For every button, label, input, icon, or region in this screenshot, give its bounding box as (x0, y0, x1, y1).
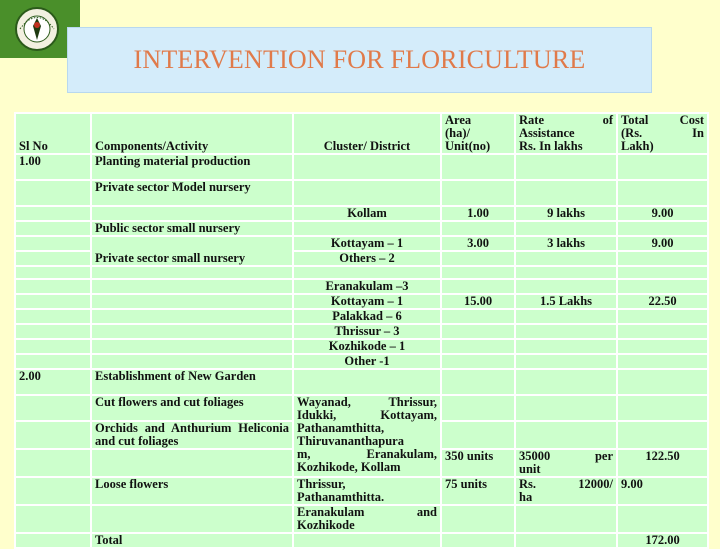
empty-cell (91, 266, 293, 279)
rate-cell: 9 lakhs (515, 206, 617, 221)
header-row (15, 113, 708, 154)
table-row (15, 505, 708, 533)
empty-cell (91, 324, 293, 339)
sl-cell: 1.00 (15, 154, 91, 180)
table-row (15, 236, 708, 251)
total-row (15, 533, 708, 548)
component-cell: Planting material production (91, 154, 293, 180)
rate-cell: 3 lakhs (515, 236, 617, 251)
empty-cell (15, 309, 91, 324)
district-cell: Thrissur, Pathanamthitta. (293, 477, 441, 505)
total-cost: 172.00 (617, 533, 708, 548)
empty-cell (515, 221, 617, 236)
area-cell: 75 units (441, 477, 515, 505)
district-cell: Kollam (293, 206, 441, 221)
empty-cell (15, 505, 91, 533)
empty-cell (15, 339, 91, 354)
empty-cell (515, 354, 617, 369)
institution-emblem-icon (10, 6, 64, 52)
empty-cell (15, 251, 91, 266)
empty-cell (293, 533, 441, 548)
district-cell: Other -1 (293, 354, 441, 369)
empty-cell (15, 221, 91, 236)
table-row (15, 279, 708, 294)
empty-cell (515, 369, 617, 395)
component-cell: Cut flowers and cut foliages (91, 395, 293, 421)
empty-cell (515, 309, 617, 324)
district-cell: Wayanad, Thrissur, Idukki, Kottayam, Pathanamthitta, Thiruvananthapura m, Eranakulam, Kozhikode, Kollam (293, 395, 441, 477)
empty-cell (617, 180, 708, 206)
empty-cell (441, 395, 515, 421)
empty-cell (293, 154, 441, 180)
empty-cell (15, 206, 91, 221)
component-cell: Private sector Model nursery (91, 180, 293, 206)
empty-cell (15, 279, 91, 294)
district-cell: Eranakulam –3 (293, 279, 441, 294)
empty-cell (293, 369, 441, 395)
empty-cell (91, 354, 293, 369)
table-row (15, 154, 708, 180)
empty-cell (91, 206, 293, 221)
district-cell: Others – 2 (293, 251, 441, 266)
empty-cell (617, 324, 708, 339)
empty-cell (293, 221, 441, 236)
district-cell: Palakkad – 6 (293, 309, 441, 324)
header-sl-no: Sl No (15, 113, 91, 154)
intervention-table-wrap (14, 112, 707, 547)
empty-cell (15, 294, 91, 309)
empty-cell (617, 354, 708, 369)
district-cell: Kottayam – 1 (293, 236, 441, 251)
district-cell: Eranakulam and Kozhikode (293, 505, 441, 533)
empty-cell (515, 154, 617, 180)
cost-cell: 22.50 (617, 294, 708, 309)
area-cell: 15.00 (441, 294, 515, 309)
component-cell: Orchids and Anthurium Heliconia and cut foliages (91, 421, 293, 449)
table-row (15, 294, 708, 309)
empty-cell (515, 395, 617, 421)
empty-cell (15, 395, 91, 421)
empty-cell (91, 449, 293, 477)
empty-cell (15, 477, 91, 505)
empty-cell (15, 354, 91, 369)
header-area: Area (ha)/ Unit(no) (441, 113, 515, 154)
header-total-cost: Total Cost (Rs. In Lakh) (617, 113, 708, 154)
empty-cell (293, 180, 441, 206)
empty-cell (617, 309, 708, 324)
empty-cell (91, 505, 293, 533)
cost-cell: 122.50 (617, 449, 708, 477)
empty-cell (441, 505, 515, 533)
header-cluster: Cluster/ District (293, 113, 441, 154)
empty-cell (617, 421, 708, 449)
empty-cell (515, 421, 617, 449)
table-row (15, 477, 708, 505)
empty-cell (617, 221, 708, 236)
sl-cell: 2.00 (15, 369, 91, 395)
district-cell: Kottayam – 1 (293, 294, 441, 309)
empty-cell (441, 154, 515, 180)
rate-cell: 35000 per unit (515, 449, 617, 477)
empty-cell (617, 266, 708, 279)
district-cell: Thrissur – 3 (293, 324, 441, 339)
empty-cell (91, 309, 293, 324)
table-row (15, 206, 708, 221)
empty-cell (15, 533, 91, 548)
empty-cell (441, 354, 515, 369)
empty-cell (91, 279, 293, 294)
area-cell: 1.00 (441, 206, 515, 221)
empty-cell (441, 279, 515, 294)
empty-cell (293, 266, 441, 279)
empty-cell (617, 369, 708, 395)
page-title: INTERVENTION FOR FLORICULTURE (133, 45, 586, 74)
empty-cell (515, 339, 617, 354)
empty-cell (617, 279, 708, 294)
header-component: Components/Activity (91, 113, 293, 154)
empty-cell (15, 180, 91, 206)
table-row (15, 354, 708, 369)
cost-cell: 9.00 (617, 206, 708, 221)
total-label: Total (91, 533, 293, 548)
component-cell: Establishment of New Garden (91, 369, 293, 395)
empty-cell (15, 421, 91, 449)
empty-cell (15, 324, 91, 339)
area-cell: 350 units (441, 449, 515, 477)
table-row (15, 309, 708, 324)
empty-cell (617, 154, 708, 180)
cost-cell: 9.00 (617, 236, 708, 251)
cost-cell: 9.00 (617, 477, 708, 505)
empty-cell (441, 180, 515, 206)
rate-cell: Rs. 12000/ ha (515, 477, 617, 505)
area-cell: 3.00 (441, 236, 515, 251)
empty-cell (515, 279, 617, 294)
title-banner (67, 27, 652, 93)
empty-cell (515, 180, 617, 206)
table-row (15, 266, 708, 279)
empty-cell (515, 251, 617, 266)
component-cell: Private sector small nursery (91, 236, 293, 266)
empty-cell (515, 533, 617, 548)
empty-cell (515, 505, 617, 533)
empty-cell (91, 339, 293, 354)
empty-cell (441, 266, 515, 279)
empty-cell (515, 324, 617, 339)
rate-cell: 1.5 Lakhs (515, 294, 617, 309)
table-row (15, 324, 708, 339)
empty-cell (617, 251, 708, 266)
component-cell: Public sector small nursery (91, 221, 293, 236)
empty-cell (617, 395, 708, 421)
empty-cell (441, 339, 515, 354)
empty-cell (441, 533, 515, 548)
empty-cell (441, 421, 515, 449)
district-cell: Kozhikode – 1 (293, 339, 441, 354)
table-row (15, 180, 708, 206)
intervention-table (14, 112, 709, 549)
empty-cell (441, 221, 515, 236)
empty-cell (617, 339, 708, 354)
header-rate: Rate of Assistance Rs. In lakhs (515, 113, 617, 154)
empty-cell (441, 309, 515, 324)
empty-cell (441, 251, 515, 266)
table-row (15, 221, 708, 236)
component-cell: Loose flowers (91, 477, 293, 505)
empty-cell (15, 449, 91, 477)
table-row (15, 369, 708, 395)
empty-cell (441, 369, 515, 395)
table-row (15, 339, 708, 354)
empty-cell (515, 266, 617, 279)
empty-cell (91, 294, 293, 309)
empty-cell (15, 266, 91, 279)
empty-cell (15, 236, 91, 251)
empty-cell (617, 505, 708, 533)
empty-cell (441, 324, 515, 339)
table-row (15, 395, 708, 421)
